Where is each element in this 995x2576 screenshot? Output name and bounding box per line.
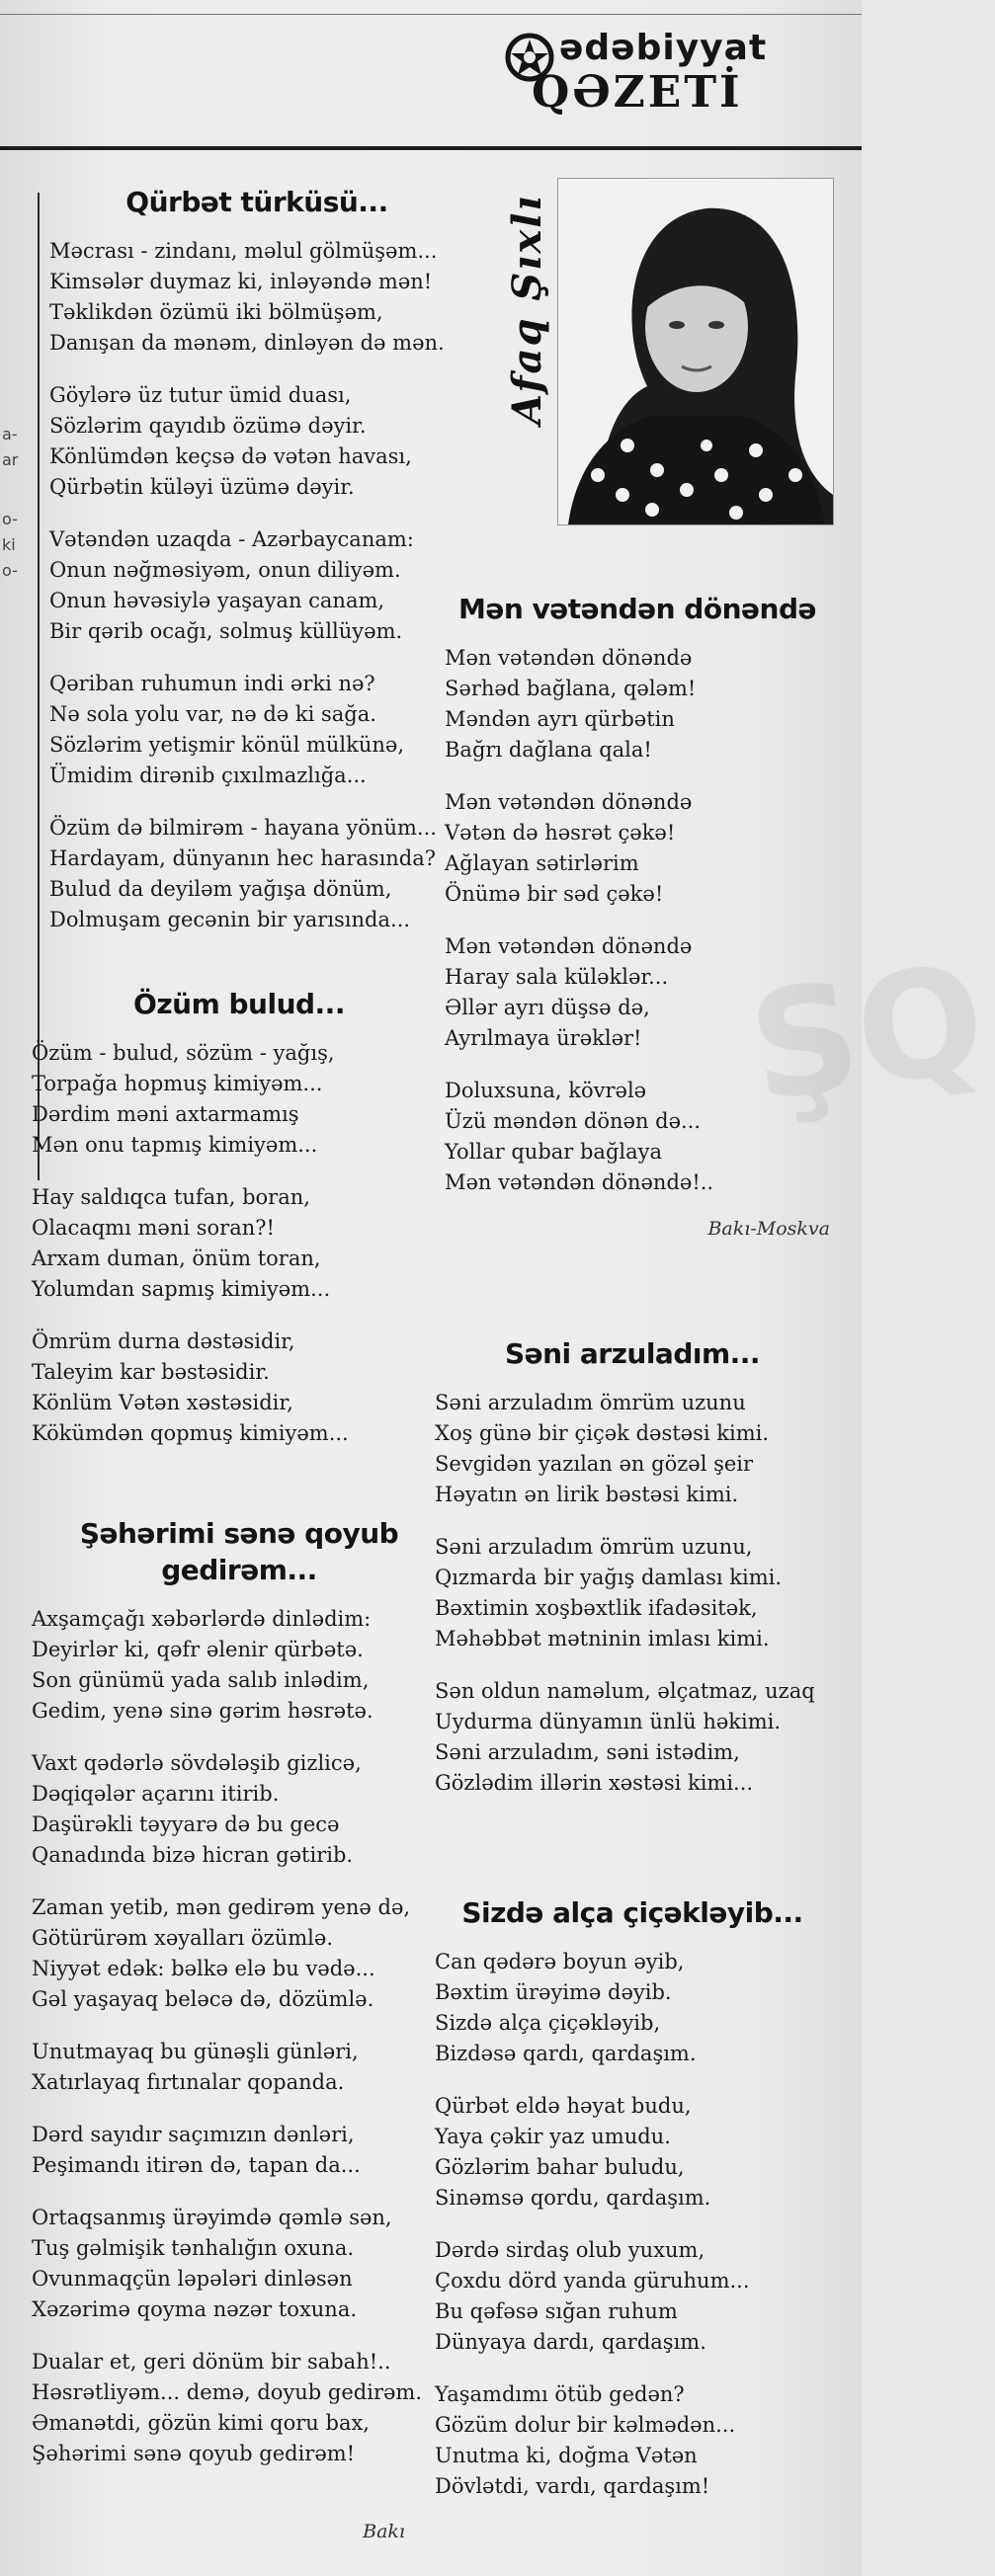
poem-line: Bulud da deyiləm yağışa dönüm, <box>49 877 392 901</box>
margin-fragment: o- <box>2 561 18 580</box>
poem-line: Axşamçağı xəbərlərdə dinlədim: <box>32 1607 372 1631</box>
poem-line: Sizdə alça çiçəkləyib, <box>435 2011 661 2035</box>
poem-line: Həyatın ən lirik bəstəsi kimi. <box>435 1483 739 1506</box>
poem-title: Qürbət türküsü... <box>125 186 388 218</box>
stanza <box>32 1892 447 2015</box>
poem-line: Xatırlayaq fırtınalar qopanda. <box>32 2070 345 2094</box>
header-rule <box>0 146 862 150</box>
poem-line: Sözlərim qayıdıb özümə dəyir. <box>49 414 367 438</box>
poem-line: Xoş günə bir çiçək dəstəsi kimi. <box>435 1421 770 1445</box>
poem-line: Dərdim məni axtarmamış <box>32 1102 299 1126</box>
poem-line: Bəxtimin xoşbəxtlik ifadəsitək, <box>435 1596 758 1620</box>
poem-line: Deyirlər ki, qəfr əlenir qürbətə. <box>32 1638 364 1661</box>
poem-title-line: gedirəm... <box>161 1554 317 1586</box>
poem-line: Üzü məndən dönən də... <box>445 1109 702 1133</box>
poem-line: Gəl yaşayaq beləcə də, dözümlə. <box>32 1987 374 2011</box>
poem-line: Çoxdu dörd yanda güruhum... <box>435 2269 750 2293</box>
margin-fragment: ar <box>2 450 19 469</box>
stanza <box>435 2235 830 2358</box>
poem-line: Yaşamdımı ötüb gedən? <box>435 2382 685 2406</box>
poem-line: Sinəmsə qordu, qardaşım. <box>435 2186 711 2210</box>
stanza <box>49 524 464 647</box>
stanza <box>435 1388 830 1510</box>
poem-line: Məcrası - zindanı, məlul gölmüşəm... <box>49 239 438 263</box>
poem-line: Özüm də bilmirəm - hayana yönüm... <box>49 816 437 840</box>
poem-line: Səni arzuladım ömrüm uzunu, <box>435 1535 753 1559</box>
stanza <box>49 236 464 359</box>
poem-line: Vaxt qədərlə sövdələşib gizlicə, <box>32 1751 362 1775</box>
poem-title: Səni arzuladım... <box>504 1337 761 1370</box>
poem-line: Danışan da mənəm, dinləyən də mən. <box>49 331 445 355</box>
poem-line: Əmanətdi, gözün kimi qoru bax, <box>32 2411 370 2435</box>
poem-seni-arzuladim <box>435 1337 830 1799</box>
poem-line: Peşimandı itirən də, tapan da... <box>32 2153 361 2177</box>
poem-line: Onun həvəsiylə yaşayan canam, <box>49 589 385 612</box>
poem-line: Ortaqsanmış ürəyimdə qəmlə sən, <box>32 2206 392 2229</box>
poem-place: Bakı-Moskva <box>707 1218 830 1240</box>
author-name: Afaq Şıxlı <box>504 194 550 425</box>
poem-line: Mən vətəndən dönəndə <box>445 790 693 814</box>
poem-line: Tuş gəlmişik tənhalığın oxuna. <box>32 2236 355 2260</box>
poem-line: Daşürəkli təyyarə də bu gecə <box>32 1812 340 1836</box>
poem-line: Bəxtim ürəyimə dəyib. <box>435 1980 672 2004</box>
poem-line: Mən vətəndən dönəndə <box>445 934 693 958</box>
poem-line: Hardayam, dünyanın hec harasında? <box>49 846 437 870</box>
stanza <box>32 2037 447 2098</box>
margin-fragment: ki <box>2 535 16 554</box>
poem-line: Can qədərə boyun əyib, <box>435 1950 685 1973</box>
poem-line: Olacaqmı məni soran?! <box>32 1216 275 1240</box>
poem-line: Taleyim kar bəstəsidir. <box>32 1360 270 1384</box>
poem-line: Götürürəm xəyalları özümlə. <box>32 1926 334 1950</box>
poem-line: Haray sala küləklər... <box>445 965 669 989</box>
poem-line: Yolumdan sapmış kimiyəm... <box>32 1277 331 1301</box>
masthead <box>0 0 862 148</box>
poem-line: Şəhərimi sənə qoyub gedirəm! <box>32 2442 356 2465</box>
poem-title: Mən vətəndən dönəndə <box>458 593 816 625</box>
poem-line: Ömrüm durna dəstəsidir, <box>32 1329 295 1353</box>
poem-line: Qəriban ruhumun indi ərki nə? <box>49 672 375 695</box>
poem-alca-cicekleyib <box>435 1896 830 2502</box>
poem-line: Bağrı dağlana qala! <box>445 738 652 762</box>
poem-line: Sərhəd bağlana, qələm! <box>445 677 697 700</box>
poem-line: Dolmuşam gecənin bir yarısında... <box>49 908 411 931</box>
poem-line: Gedim, yenə sinə gərim həsrətə. <box>32 1699 373 1723</box>
poem-title-line: Şəhərimi sənə qoyub <box>79 1517 399 1550</box>
poem-line: Dərd sayıdır saçımızın dənləri, <box>32 2123 355 2146</box>
poem-veten-donende <box>445 593 830 1240</box>
stanza <box>32 1038 447 1161</box>
stanza <box>32 1604 447 1727</box>
author-photo <box>557 178 834 525</box>
poem-line: Yaya çəkir yaz umudu. <box>435 2125 671 2148</box>
poem-line: Göylərə üz tutur ümid duası, <box>49 383 352 407</box>
poem-line: Vətəndən uzaqda - Azərbaycanam: <box>49 527 414 551</box>
poem-line: Bizdəsə qardı, qardaşım. <box>435 2042 697 2065</box>
poem-line: Gözlədim illərin xəstəsi kimi... <box>435 1771 754 1795</box>
stanza <box>435 1676 830 1799</box>
poem-line: Qürbətin küləyi üzümə dəyir. <box>49 475 355 499</box>
poem-line: Ayrılmaya ürəklər! <box>445 1026 642 1050</box>
poem-line: Qızmarda bir yağış damlası kimi. <box>435 1566 783 1589</box>
stanza <box>32 1748 447 1871</box>
poem-line: Özüm - bulud, sözüm - yağış, <box>32 1041 335 1065</box>
poem-line: Həsrətliyəm... demə, doyub gedirəm. <box>32 2380 423 2404</box>
stanza <box>32 2120 447 2181</box>
poem-qurbet-turkusu <box>49 186 464 935</box>
poem-line: Mən vətəndən dönəndə!.. <box>445 1170 714 1194</box>
poem-line: Qanadında bizə hicran gətirib. <box>32 1843 354 1867</box>
poem-line: Məndən ayrı qürbətin <box>445 707 675 731</box>
top-rule <box>0 14 862 15</box>
stanza <box>435 1532 830 1654</box>
poem-line: Onun nəğməsiyəm, onun diliyəm. <box>49 558 401 582</box>
poem-line: Bir qərib ocağı, solmuş küllüyəm. <box>49 619 403 643</box>
poem-line: Dövlətdi, vardı, qardaşım! <box>435 2474 710 2498</box>
margin-fragment: a- <box>2 425 18 443</box>
stanza <box>445 931 830 1054</box>
poem-place: Bakı <box>363 2521 405 2542</box>
poem-line: Səni arzuladım, səni istədim, <box>435 1740 740 1764</box>
poem-line: Mən onu tapmış kimiyəm... <box>32 1133 318 1157</box>
poem-line: Son günümü yada salıb inlədim, <box>32 1668 370 1692</box>
poem-line: Hay saldıqca tufan, boran, <box>32 1185 310 1209</box>
stanza <box>32 1327 447 1449</box>
poem-line: Sən oldun naməlum, əlçatmaz, uzaq <box>435 1679 815 1703</box>
poem-line: Dualar et, geri dönüm bir sabah!.. <box>32 2350 391 2374</box>
poem-line: Kökümdən qopmuş kimiyəm... <box>32 1421 349 1445</box>
stanza <box>32 2203 447 2325</box>
poem-line: Uydurma dünyamın ünlü həkimi. <box>435 1710 782 1733</box>
poem-line: Sevgidən yazılan ən gözəl şeir <box>435 1452 754 1476</box>
logo-word-edebiyyat: ədəbiyyat <box>559 28 768 68</box>
poem-line: Ağlayan sətirlərim <box>445 851 639 875</box>
poem-title: Özüm bulud... <box>133 988 345 1020</box>
poem-line: Zaman yetib, mən gedirəm yenə də, <box>32 1895 411 1919</box>
poem-line: Niyyət edək: bəlkə elə bu vədə... <box>32 1957 375 1980</box>
poem-title: Sizdə alça çiçəkləyib... <box>461 1896 803 1929</box>
stanza <box>49 669 464 791</box>
logo-word-qezeti: QƏZETİ <box>532 67 743 118</box>
margin-fragment: o- <box>2 510 18 528</box>
stanza <box>435 1947 830 2069</box>
stanza <box>32 2347 447 2469</box>
poem-line: Ümidim dirənib çıxılmazlığa... <box>49 764 367 787</box>
poem-line: Gözüm dolur bir kəlmədən... <box>435 2413 736 2437</box>
poem-line: Könlümdən keçsə də vətən havası, <box>49 444 412 468</box>
stanza <box>435 2091 830 2214</box>
poem-line: Qürbət eldə həyat budu, <box>435 2094 692 2118</box>
poem-line: Yollar qubar bağlaya <box>445 1140 663 1164</box>
poem-line: Məhəbbət mətninin imlası kimi. <box>435 1627 770 1650</box>
poem-line: Dəqiqələr açarını itirib. <box>32 1782 280 1806</box>
stanza <box>435 2379 830 2502</box>
poem-line: Gözlərim bahar buludu, <box>435 2155 685 2179</box>
poem-line: Dərdə sirdaş olub yuxum, <box>435 2238 705 2262</box>
stanza <box>445 1076 830 1198</box>
poem-line: Torpağa hopmuş kimiyəm... <box>32 1072 323 1095</box>
stanza <box>49 813 464 935</box>
poem-line: Əllər ayrı düşsə də, <box>445 996 650 1019</box>
poem-line: Təklikdən özümü iki bölmüşəm, <box>49 300 383 324</box>
poem-line: Könlüm Vətən xəstəsidir, <box>32 1391 293 1414</box>
portrait-image <box>558 179 833 524</box>
poem-line: Nə sola yolu var, nə də ki sağa. <box>49 702 376 726</box>
poem-line: Unutmayaq bu günəşli günləri, <box>32 2040 359 2063</box>
stanza <box>445 787 830 910</box>
newspaper-logo <box>502 24 798 122</box>
poem-line: Bu qəfəsə sığan ruhum <box>435 2299 678 2323</box>
poem-line: Önümə bir səd çəkə! <box>445 882 664 906</box>
stanza <box>445 643 830 765</box>
stanza <box>49 380 464 503</box>
poem-line: Vətən də həsrət çəkə! <box>445 821 676 845</box>
bleed-through-watermark: ŞQ <box>740 932 995 1136</box>
poem-line: Kimsələr duymaz ki, inləyəndə mən! <box>49 270 433 293</box>
poem-line: Sözlərim yetişmir könül mülkünə, <box>49 733 404 757</box>
poem-line: Səni arzuladım ömrüm uzunu <box>435 1391 746 1414</box>
poem-line: Mən vətəndən dönəndə <box>445 646 693 670</box>
poem-line: Arxam duman, önüm toran, <box>32 1247 321 1270</box>
poem-line: Ovunmaqçün ləpələri dinləsən <box>32 2267 353 2291</box>
poem-line: Doluxsuna, kövrələ <box>445 1079 647 1102</box>
poem-line: Xəzərimə qoyma nəzər toxuna. <box>32 2297 358 2321</box>
poem-line: Unutma ki, doğma Vətən <box>435 2444 698 2467</box>
poem-line: Dünyaya dardı, qardaşım. <box>435 2330 706 2354</box>
stanza <box>32 1182 447 1305</box>
poem-ozum-bulud <box>32 988 447 1449</box>
poem-seherimi <box>32 1517 447 2469</box>
